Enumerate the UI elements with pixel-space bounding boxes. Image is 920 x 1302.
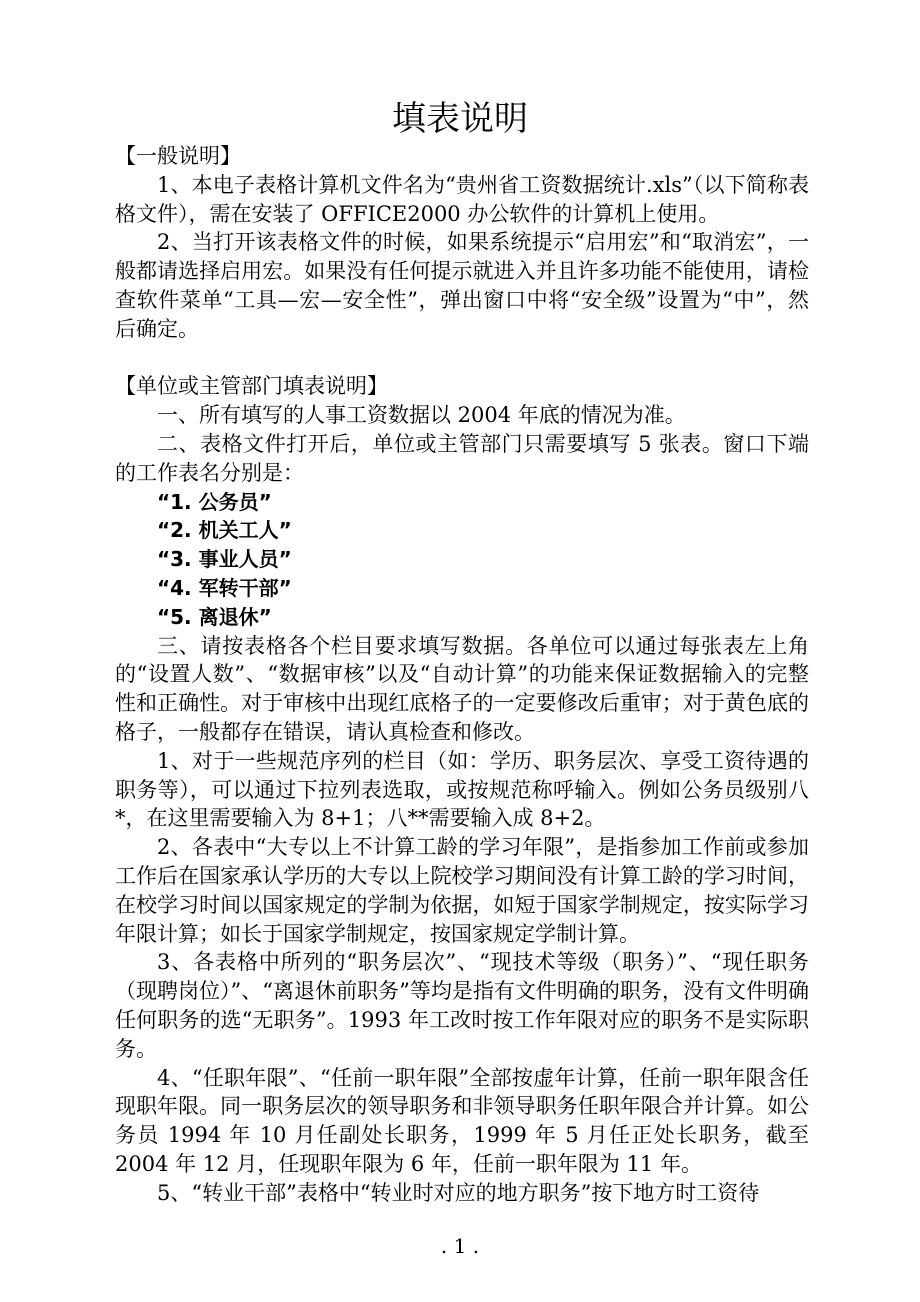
- section-heading-unit: 【单位或主管部门填表说明】: [115, 374, 388, 399]
- paragraph: 2、各表中“大专以上不计算工龄的学习年限”，是指参加工作前或参加工作后在国家承认学历的大专以上院校学习期间没有计算工龄的学习时间，在校学习时间以国家规定的学制为依据，如短于国家学制规定，按实际学习年限计算；如长于国家学制规定，按国家规定学制计算。: [115, 835, 809, 946]
- paragraph: 1、对于一些规范序列的栏目（如：学历、职务层次、享受工资待遇的职务等），可以通过下拉列表选取，或按规范称呼输入。例如公务员级别八*，在这里需要输入为 8+1；八**需要输入成 8+2。: [115, 748, 809, 831]
- section-heading-general: 【一般说明】: [115, 144, 241, 168]
- document-body: [115, 142, 809, 1207]
- page-number: . 1 .: [440, 1234, 480, 1258]
- paragraph: 5、“转业干部”表格中“转业时对应的地方职务”按下地方时工资待: [157, 1180, 760, 1205]
- sheet-name-item: “1. 公务员”: [157, 489, 272, 514]
- sheet-name-item: “4. 军转干部”: [157, 575, 292, 600]
- paragraph: 一、所有填写的人事工资数据以 2004 年底的情况为准。: [157, 403, 686, 428]
- paragraph: 三、请按表格各个栏目要求填写数据。各单位可以通过每张表左上角的“设置人数”、“数据审核”以及“自动计算”的功能来保证数据输入的完整性和正确性。对于审核中出现红底格子的一定要修改后重审；对于黄色底的格子，一般都存在错误，请认真检查和修改。: [115, 633, 809, 744]
- sheet-name-item: “3. 事业人员”: [157, 547, 292, 572]
- paragraph: 2、当打开该表格文件的时候，如果系统提示“启用宏”和“取消宏”，一般都请选择启用宏。如果没有任何提示就进入并且许多功能不能使用，请检查软件菜单“工具—宏—安全性”，弹出窗口中将“安全级”设置为“中”，然后确定。: [115, 230, 809, 341]
- document-title: 填表说明: [392, 99, 528, 139]
- sheet-name-item: “2. 机关工人”: [157, 518, 292, 543]
- paragraph: 3、各表格中所列的“职务层次”、“现技术等级（职务）”、“现任职务（现聘岗位）”、“离退休前职务”等均是指有文件明确的职务，没有文件明确任何职务的选“无职务”。1993 年工改时按工作年限对应的职务不是实际职务。: [115, 950, 809, 1061]
- sheet-name-item: “5. 离退休”: [157, 604, 272, 629]
- blank-line: [115, 344, 809, 373]
- paragraph: 二、表格文件打开后，单位或主管部门只需要填写 5 张表。窗口下端的工作表名分别是：: [115, 431, 809, 485]
- paragraph: 1、本电子表格计算机文件名为“贵州省工资数据统计.xls”（以下简称表格文件），需在安装了 OFFICE2000 办公软件的计算机上使用。: [115, 172, 809, 226]
- paragraph: 4、“任职年限”、“任前一职年限”全部按虚年计算，任前一职年限含任现职年限。同一职务层次的领导职务和非领导职务任职年限合并计算。如公务员 1994 年 10 月任副处长职务，1999 年 5 月任正处长职务，截至 2004 年 12 月，任现职年限为 6 年，任前一职年限为 11 年。: [115, 1065, 809, 1176]
